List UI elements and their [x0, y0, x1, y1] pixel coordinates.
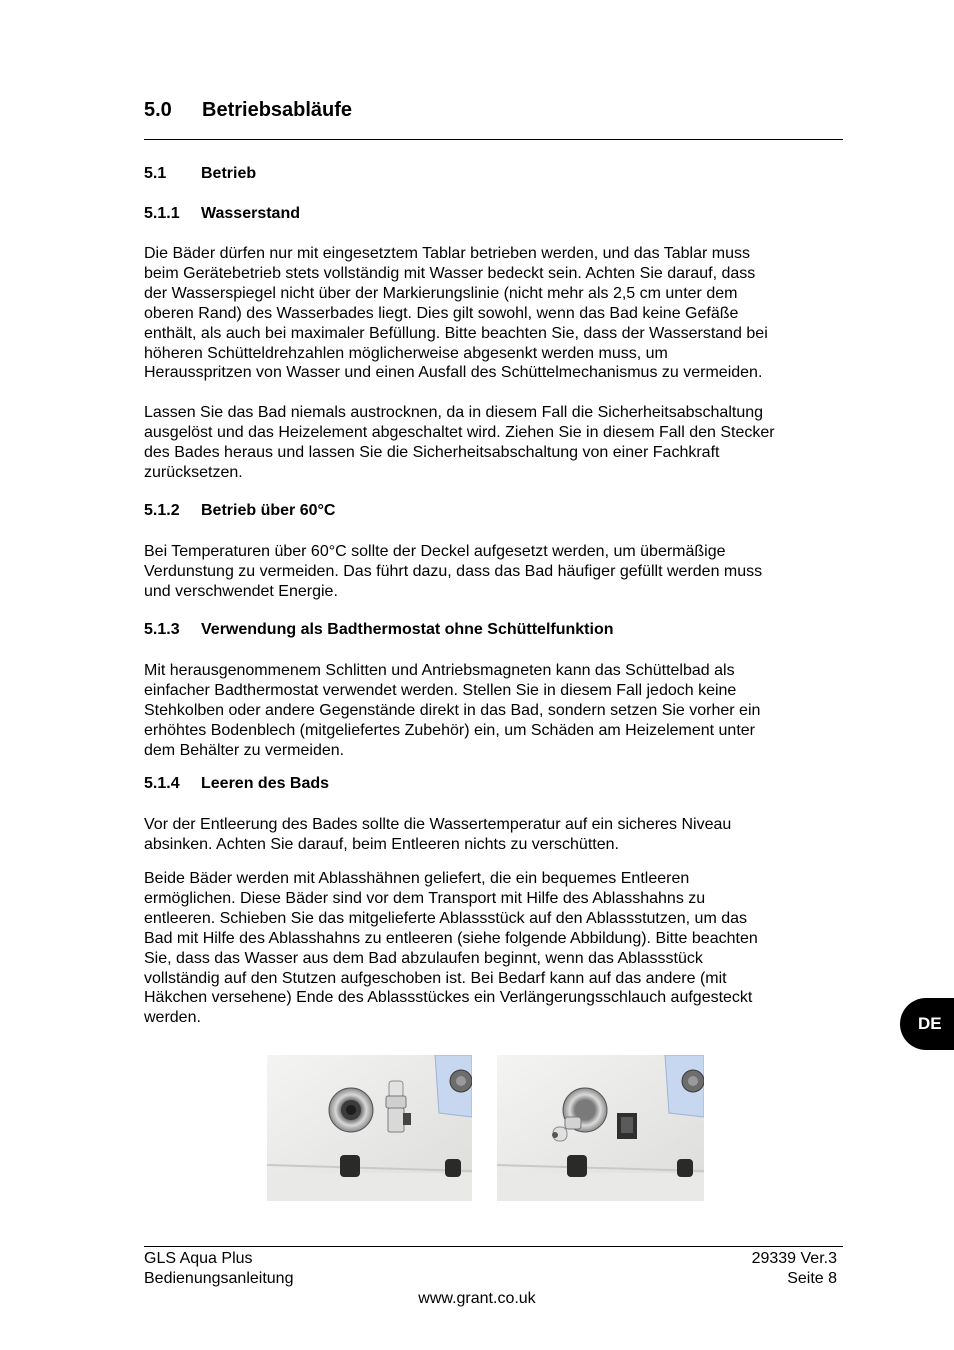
text-line: Stehkolben oder andere Gegenstände direkt in das Bad, sondern setzen Sie vorher ein — [144, 701, 761, 719]
text-line: entleeren. Schieben Sie das mitgelieferte Ablassstück auf den Ablassstutzen, um das — [144, 909, 748, 927]
section-heading — [144, 99, 352, 122]
footer-product: GLS Aqua Plus — [144, 1250, 253, 1267]
section-title: Betriebsabläufe — [202, 99, 353, 121]
paragraph-thermostat — [144, 661, 844, 761]
subheading-title: Leeren des Bads — [201, 775, 330, 792]
footer-page-number: Seite 8 — [787, 1270, 837, 1287]
subheading-5-1 — [144, 165, 256, 183]
text-line: Verdunstung zu vermeiden. Das führt dazu, dass das Bad häufiger gefüllt werden muss — [144, 562, 763, 580]
text-line: werden. — [144, 1009, 201, 1027]
subheading-title: Verwendung als Badthermostat ohne Schüttelfunktion — [201, 621, 614, 638]
text-line: und verschwendet Energie. — [144, 582, 338, 600]
paragraph-draining-intro — [144, 815, 844, 855]
text-line: Häkchen versehene) Ende des Ablassstückes ein Verlängerungsschlauch aufgesteckt — [144, 989, 753, 1007]
text-line: dem Behälter zu vermeiden. — [144, 741, 345, 759]
text-line: Lassen Sie das Bad niemals austrocknen, da in diesem Fall die Sicherheitsabschaltung — [144, 404, 764, 421]
drain-valve-adapter-illustration — [267, 1055, 472, 1201]
paragraph-above-60 — [144, 542, 844, 602]
footer-url-text: www.grant.co.uk — [418, 1290, 536, 1307]
subheading-title: Betrieb — [201, 165, 257, 182]
text-line: Sie, dass das Wasser aus dem Bad abzulaufen beginnt, wenn das Ablassstück — [144, 949, 703, 967]
text-line: enthält, als auch bei maximaler Befüllung. Bitte beachten Sie, dass der Wasserstand bei — [144, 324, 768, 342]
paragraph-dry-run — [144, 403, 844, 483]
text-line: höheren Schütteldrehzahlen möglicherweise abgesenkt werden muss, um — [144, 344, 668, 362]
text-line: Bad mit Hilfe des Ablasshahns zu entleeren (siehe folgende Abbildung). Bitte beachten — [144, 929, 758, 947]
footer-rule — [144, 1246, 843, 1247]
text-line: vollständig auf den Stutzen aufgeschoben ist. Bei Bedarf kann auf das andere (mit — [144, 969, 727, 987]
text-line: beim Gerätebetrieb stets vollständig mit Wasser bedeckt sein. Achten Sie darauf, dass — [144, 264, 756, 282]
photo-drain-valve-with-adapter — [267, 1055, 472, 1201]
subheading-5-1-4 — [144, 775, 329, 793]
subheading-5-1-1 — [144, 205, 300, 223]
footer-right — [752, 1249, 837, 1289]
subheading-number: 5.1.4 — [144, 775, 180, 792]
language-tab-label: DE — [918, 1014, 942, 1033]
footer-url — [0, 1289, 954, 1309]
paragraph-draining-details — [144, 869, 844, 1028]
text-line: Vor der Entleerung des Bades sollte die Wassertemperatur auf ein sicheres Niveau — [144, 816, 732, 833]
text-line: des Bades heraus und lassen Sie die Sicherheitsabschaltung von einer Fachkraft — [144, 443, 720, 461]
subheading-number: 5.1.1 — [144, 205, 180, 222]
text-line: ermöglichen. Diese Bäder sind vor dem Transport mit Hilfe des Ablasshahns zu — [144, 889, 706, 907]
text-line: Bei Temperaturen über 60°C sollte der Deckel aufgesetzt werden, um übermäßige — [144, 543, 726, 560]
text-line: der Wasserspiegel nicht über der Markierungslinie (nicht mehr als 2,5 cm unter dem — [144, 284, 738, 302]
text-line: ausgelöst und das Heizelement abgeschaltet wird. Ziehen Sie in diesem Fall den Stecker — [144, 423, 775, 441]
text-line: Beide Bäder werden mit Ablasshähnen geliefert, die ein bequemes Entleeren — [144, 870, 690, 887]
subheading-title: Betrieb über 60°C — [201, 502, 336, 519]
subheading-number: 5.1.2 — [144, 502, 180, 519]
footer-doc-type: Bedienungsanleitung — [144, 1270, 294, 1287]
section-number: 5.0 — [144, 99, 172, 121]
paragraph-water-level — [144, 244, 844, 383]
subheading-number: 5.1 — [144, 165, 167, 182]
subheading-number: 5.1.3 — [144, 621, 180, 638]
footer-doc-number: 29339 Ver.3 — [751, 1250, 837, 1267]
text-line: zurücksetzen. — [144, 463, 243, 481]
photo-drain-valve-adapter-fitted — [497, 1055, 704, 1201]
text-line: absinken. Achten Sie darauf, beim Entleeren nichts zu verschütten. — [144, 835, 619, 853]
text-line: Herausspritzen von Wasser und einen Ausfall des Schüttelmechanismus zu vermeiden. — [144, 364, 763, 382]
text-line: Mit herausgenommenem Schlitten und Antriebsmagneten kann das Schüttelbad als — [144, 662, 735, 679]
text-line: oberen Rand) des Wasserbades liegt. Dies gilt sowohl, wenn das Bad keine Gefäße — [144, 304, 739, 322]
language-tab — [900, 998, 954, 1050]
text-line: erhöhtes Bodenblech (mitgeliefertes Zubehör) ein, um Schäden am Heizelement unter — [144, 721, 755, 739]
text-line: Die Bäder dürfen nur mit eingesetztem Tablar betrieben werden, und das Tablar muss — [144, 245, 750, 262]
drain-valve-fitted-illustration — [497, 1055, 704, 1201]
heading-rule — [144, 139, 843, 140]
subheading-5-1-2 — [144, 502, 335, 520]
subheading-5-1-3 — [144, 621, 613, 639]
subheading-title: Wasserstand — [201, 205, 300, 222]
text-line: einfacher Badthermostat verwendet werden. Stellen Sie in diesem Fall jedoch keine — [144, 681, 737, 699]
footer-left — [144, 1249, 293, 1289]
